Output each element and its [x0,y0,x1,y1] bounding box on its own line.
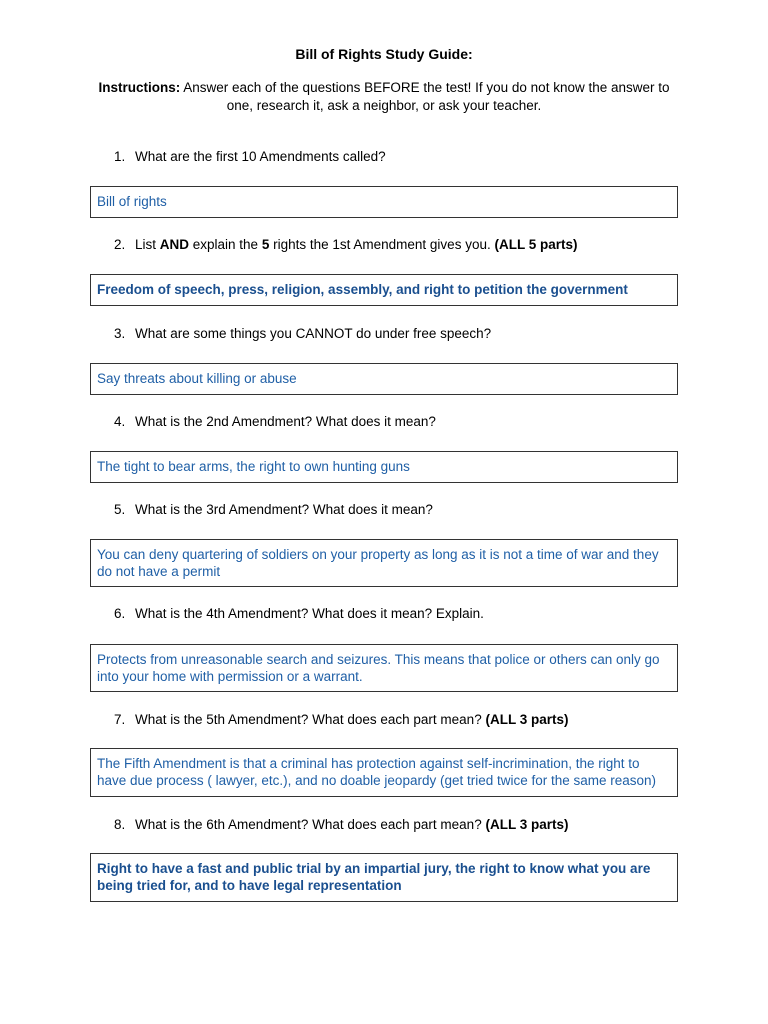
question-number: 3. [114,326,126,341]
question-number: 5. [114,502,126,517]
question-text-part: (ALL 5 parts) [494,237,578,252]
question-text: What are the first 10 Amendments called? [135,149,386,164]
question-text-part: AND [159,237,190,252]
question-text: What is the 5th Amendment? What does each part mean? [135,712,486,727]
answer-box-1[interactable]: Bill of rights [90,186,678,218]
answer-box-7[interactable]: The Fifth Amendment is that a criminal has protection against self-incrimination, the right to have due process ( lawyer, etc.), and no doable jeopardy (get tried twice for the same reason) [90,748,678,797]
question-text: What is the 6th Amendment? What does each part mean? [135,817,486,832]
answer-box-5[interactable]: You can deny quartering of soldiers on your property as long as it is not a time of war and they do not have a permit [90,539,678,587]
question-4 [114,413,436,431]
question-text: What is the 2nd Amendment? What does it mean? [135,414,436,429]
answer-box-6[interactable]: Protects from unreasonable search and seizures. This means that police or others can only go into your home with permission or a warrant. [90,644,678,692]
question-text-part: explain the [189,237,262,252]
question-number: 2. [114,237,126,252]
question-emphasis: (ALL 3 parts) [485,817,569,832]
question-number: 7. [114,712,126,727]
instructions-label: Instructions: [98,80,181,95]
question-8 [114,816,568,834]
question-number: 1. [114,149,126,164]
question-6 [114,605,484,623]
question-text-part: List [135,237,160,252]
question-text: What are some things you CANNOT do under free speech? [135,326,492,341]
question-number: 8. [114,817,126,832]
question-emphasis: (ALL 3 parts) [485,712,569,727]
page-title: Bill of Rights Study Guide: [295,46,473,62]
question-number: 6. [114,606,126,621]
instructions-text: Answer each of the questions BEFORE the test! If you do not know the answer to one, research it, ask a neighbor, or ask your teacher. [180,80,670,113]
answer-box-8[interactable]: Right to have a fast and public trial by an impartial jury, the right to know what you are being tried for, and to have legal representation [90,853,678,902]
instructions [84,79,684,115]
question-5 [114,501,433,519]
question-2 [114,236,577,254]
answer-box-3[interactable]: Say threats about killing or abuse [90,363,678,395]
answer-box-2[interactable]: Freedom of speech, press, religion, assembly, and right to petition the government [90,274,678,306]
question-1 [114,148,386,166]
answer-box-4[interactable]: The tight to bear arms, the right to own hunting guns [90,451,678,483]
question-7 [114,711,568,729]
question-text-part: 5 [261,237,270,252]
question-number: 4. [114,414,126,429]
question-3 [114,325,491,343]
question-text: What is the 4th Amendment? What does it mean? Explain. [135,606,484,621]
question-text-part: rights the 1st Amendment gives you. [269,237,495,252]
question-text: What is the 3rd Amendment? What does it mean? [135,502,433,517]
